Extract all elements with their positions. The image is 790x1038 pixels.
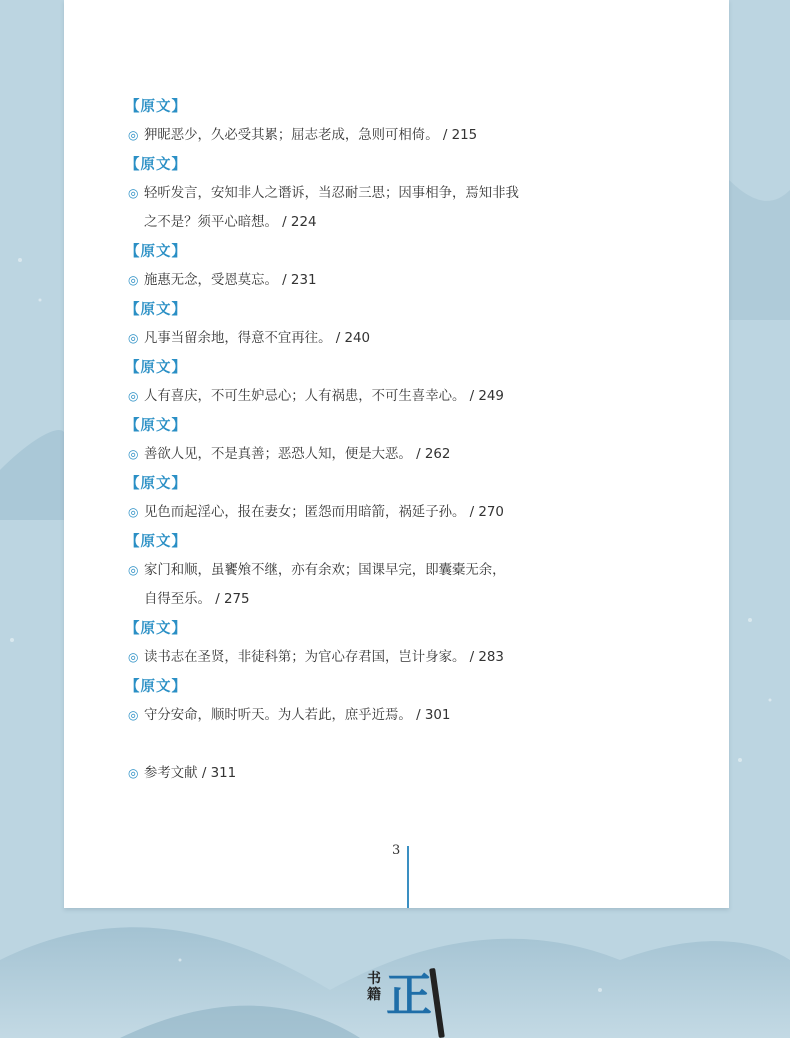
toc-entry-references[interactable] — [128, 759, 598, 788]
entry-line-continued: 之不是？须平心暗想。 / 224 — [144, 215, 317, 230]
toc-entry[interactable] — [128, 701, 598, 730]
toc-entry[interactable] — [128, 440, 598, 469]
section-heading: 【原文】 — [125, 533, 187, 550]
toc-group — [125, 353, 598, 411]
entry-line: 见色而起淫心，报在妻女；匿怨而用暗箭，祸延子孙。 / 270 — [144, 505, 504, 520]
toc-group — [125, 614, 598, 672]
section-heading: 【原文】 — [125, 417, 187, 434]
entry-line: 善欲人见，不是真善；恶恐人知，便是大恶。 / 262 — [144, 447, 451, 462]
toc-entry[interactable] — [128, 556, 598, 614]
toc-group — [125, 150, 598, 237]
bullet-icon: ◎ — [128, 505, 139, 519]
logo-large-character: 正 — [386, 968, 432, 1022]
entry-line-continued: 自得至乐。 / 275 — [144, 592, 250, 607]
bullet-icon: ◎ — [128, 708, 139, 722]
toc-group — [125, 527, 598, 614]
entry-line: 轻听发言，安知非人之谮诉，当忍耐三思；因事相争，焉知非我 — [144, 186, 519, 201]
toc-group — [125, 469, 598, 527]
bullet-icon: ◎ — [128, 563, 139, 577]
page-number: 3 — [392, 843, 401, 858]
section-heading: 【原文】 — [125, 243, 187, 260]
bullet-icon: ◎ — [128, 273, 139, 287]
bullet-icon: ◎ — [128, 128, 139, 142]
entry-line: 施惠无念，受恩莫忘。 / 231 — [144, 273, 317, 288]
bullet-icon: ◎ — [128, 331, 139, 345]
table-of-contents — [125, 92, 598, 788]
section-heading: 【原文】 — [125, 359, 187, 376]
section-heading: 【原文】 — [125, 475, 187, 492]
entry-line: 读书志在圣贤，非徒科第；为官心存君国，岂计身家。 / 283 — [144, 650, 504, 665]
toc-entry[interactable] — [128, 382, 598, 411]
toc-group — [125, 295, 598, 353]
entry-line: 狎昵恶少，久必受其累；屈志老成，急则可相倚。 / 215 — [144, 128, 478, 143]
toc-group — [125, 237, 598, 295]
toc-entry[interactable] — [128, 498, 598, 527]
entry-line: 守分安命，顺时听天。为人若此，庶乎近焉。 / 301 — [144, 708, 451, 723]
toc-group — [125, 92, 598, 150]
publisher-logo — [362, 968, 452, 1038]
toc-group — [125, 411, 598, 469]
toc-entry[interactable] — [128, 266, 598, 295]
logo-small-text: 书籍 — [367, 971, 381, 1003]
toc-entry[interactable] — [128, 643, 598, 672]
entry-line: 凡事当留余地，得意不宜再往。 / 240 — [144, 331, 371, 346]
toc-entry[interactable] — [128, 179, 598, 237]
toc-group — [125, 672, 598, 730]
section-heading: 【原文】 — [125, 620, 187, 637]
bullet-icon: ◎ — [128, 447, 139, 461]
section-heading: 【原文】 — [125, 98, 187, 115]
entry-line: 参考文献 / 311 — [144, 766, 237, 781]
bullet-icon: ◎ — [128, 389, 139, 403]
section-heading: 【原文】 — [125, 301, 187, 318]
toc-group-references — [128, 759, 598, 788]
entry-line: 家门和顺，虽饔飧不继，亦有余欢；国课早完，即囊橐无余， — [144, 563, 506, 578]
entry-line: 人有喜庆，不可生妒忌心；人有祸患，不可生喜幸心。 / 249 — [144, 389, 504, 404]
section-heading: 【原文】 — [125, 678, 187, 695]
bullet-icon: ◎ — [128, 766, 139, 780]
section-heading: 【原文】 — [125, 156, 187, 173]
bullet-icon: ◎ — [128, 186, 139, 200]
toc-entry[interactable] — [128, 324, 598, 353]
bullet-icon: ◎ — [128, 650, 139, 664]
page-number-rule — [407, 846, 409, 908]
toc-entry[interactable] — [128, 121, 598, 150]
